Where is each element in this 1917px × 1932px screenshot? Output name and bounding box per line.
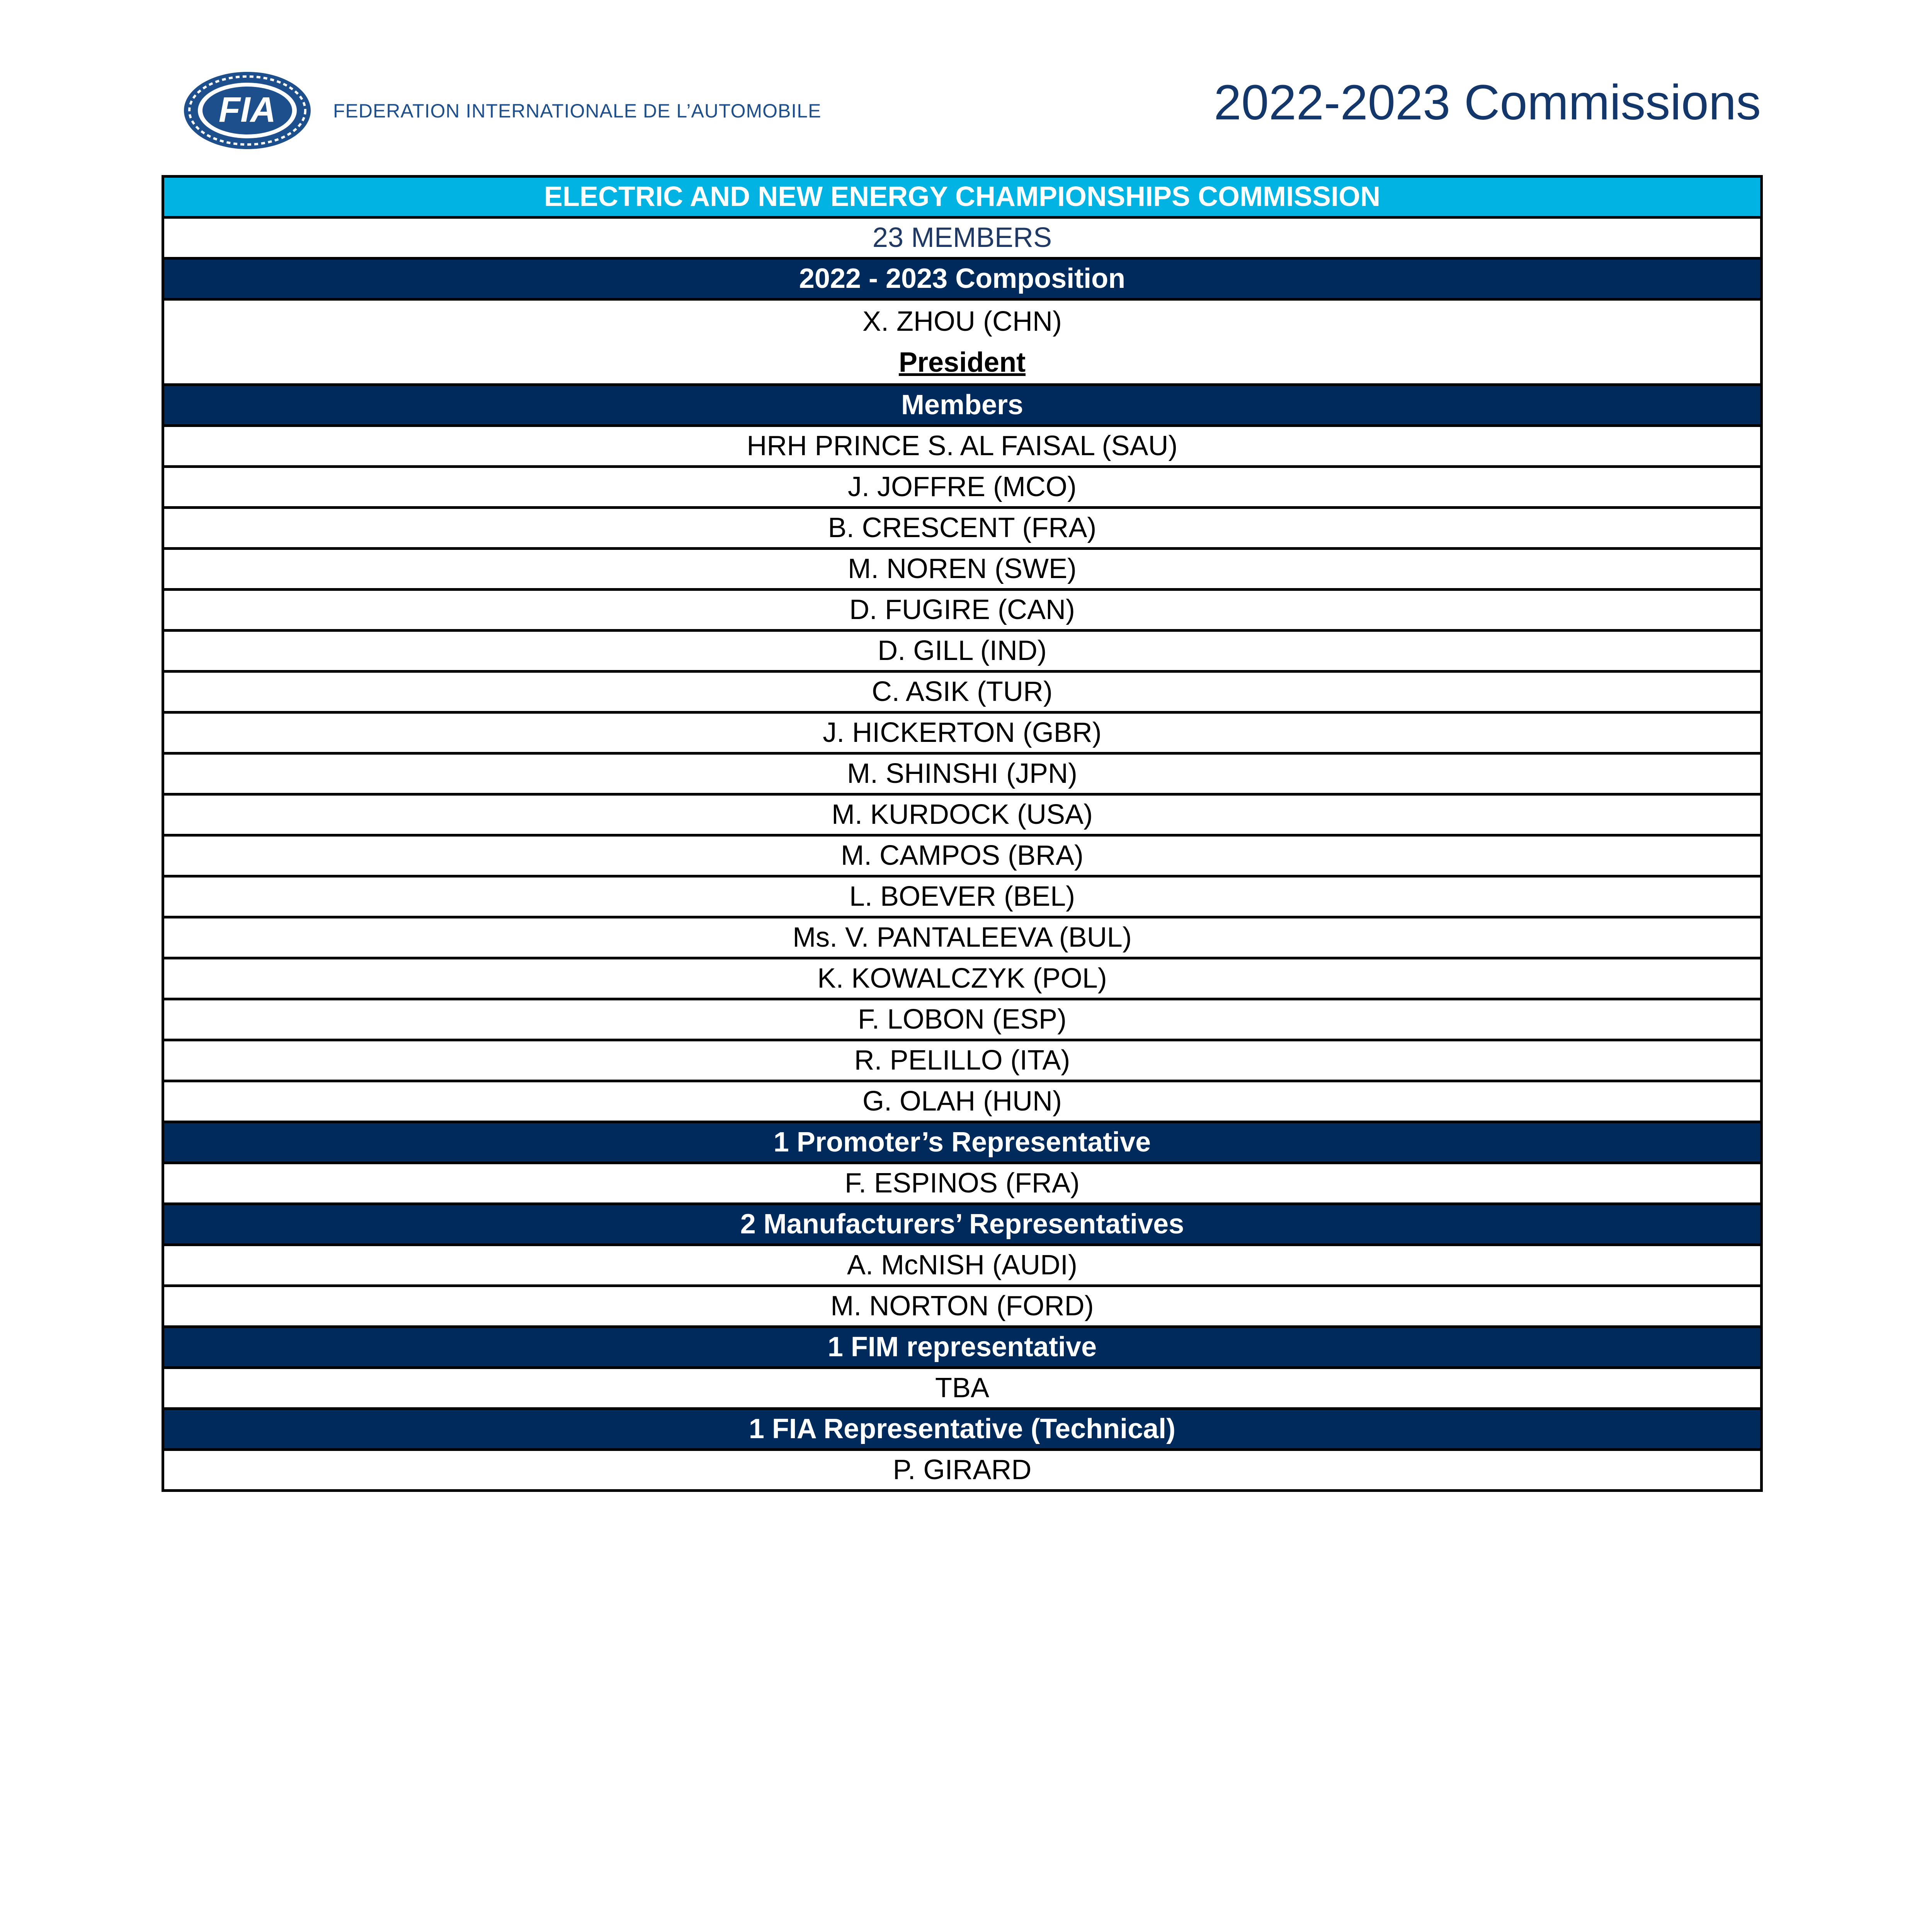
federation-name: FEDERATION INTERNATIONALE DE L’AUTOMOBILE [333,100,822,122]
president-label: President [898,347,1026,378]
member-name: D. FUGIRE (CAN) [163,590,1762,631]
commission-title-row [163,177,1762,218]
member-name: M. SHINSHI (JPN) [163,753,1762,794]
fia-logo-icon [182,70,313,151]
member-row [163,426,1762,467]
promoter-row [163,1163,1762,1204]
commission-title: ELECTRIC AND NEW ENERGY CHAMPIONSHIPS COMMISSION [163,177,1762,218]
member-row [163,917,1762,958]
commission-table [162,175,1763,1492]
manufacturer-row [163,1286,1762,1327]
member-name: K. KOWALCZYK (POL) [163,958,1762,999]
president-row [163,299,1762,385]
member-name: C. ASIK (TUR) [163,672,1762,713]
composition-heading-row [163,259,1762,299]
members-heading-row [163,385,1762,426]
member-row [163,631,1762,672]
document-title: 2022-2023 Commissions [1214,75,1761,130]
member-name: G. OLAH (HUN) [163,1081,1762,1122]
manufacturer-row [163,1245,1762,1286]
page-header [0,0,1917,162]
member-name: J. JOFFRE (MCO) [163,467,1762,508]
fim-heading: 1 FIM representative [163,1327,1762,1368]
member-row [163,713,1762,753]
member-row [163,590,1762,631]
member-name: L. BOEVER (BEL) [163,876,1762,917]
member-count-row [163,218,1762,259]
promoter-name: F. ESPINOS (FRA) [163,1163,1762,1204]
member-row [163,672,1762,713]
member-name: Ms. V. PANTALEEVA (BUL) [163,917,1762,958]
svg-text:FIA: FIA [218,90,276,129]
member-name: B. CRESCENT (FRA) [163,508,1762,549]
member-row [163,1081,1762,1122]
composition-heading: 2022 - 2023 Composition [163,259,1762,299]
fia-heading: 1 FIA Representative (Technical) [163,1409,1762,1450]
member-name: J. HICKERTON (GBR) [163,713,1762,753]
member-row [163,794,1762,835]
member-row [163,876,1762,917]
member-name: HRH PRINCE S. AL FAISAL (SAU) [163,426,1762,467]
member-name: M. CAMPOS (BRA) [163,835,1762,876]
member-name: F. LOBON (ESP) [163,999,1762,1040]
member-row [163,549,1762,590]
promoter-heading-row [163,1122,1762,1163]
member-row [163,958,1762,999]
member-name: M. KURDOCK (USA) [163,794,1762,835]
fia-row [163,1450,1762,1491]
fia-heading-row [163,1409,1762,1450]
members-heading: Members [163,385,1762,426]
fim-name: TBA [163,1368,1762,1409]
manufacturer-name: M. NORTON (FORD) [163,1286,1762,1327]
member-row [163,1040,1762,1081]
member-name: R. PELILLO (ITA) [163,1040,1762,1081]
president-name: X. ZHOU (CHN) [862,306,1062,337]
manufacturers-heading: 2 Manufacturers’ Representatives [163,1204,1762,1245]
fim-heading-row [163,1327,1762,1368]
manufacturer-name: A. McNISH (AUDI) [163,1245,1762,1286]
fia-name: P. GIRARD [163,1450,1762,1491]
fim-row [163,1368,1762,1409]
member-name: M. NOREN (SWE) [163,549,1762,590]
member-row [163,999,1762,1040]
member-row [163,753,1762,794]
member-count: 23 MEMBERS [163,218,1762,259]
member-row [163,508,1762,549]
president-cell [163,299,1762,385]
member-name: D. GILL (IND) [163,631,1762,672]
member-row [163,467,1762,508]
manufacturers-heading-row [163,1204,1762,1245]
promoter-heading: 1 Promoter’s Representative [163,1122,1762,1163]
member-row [163,835,1762,876]
